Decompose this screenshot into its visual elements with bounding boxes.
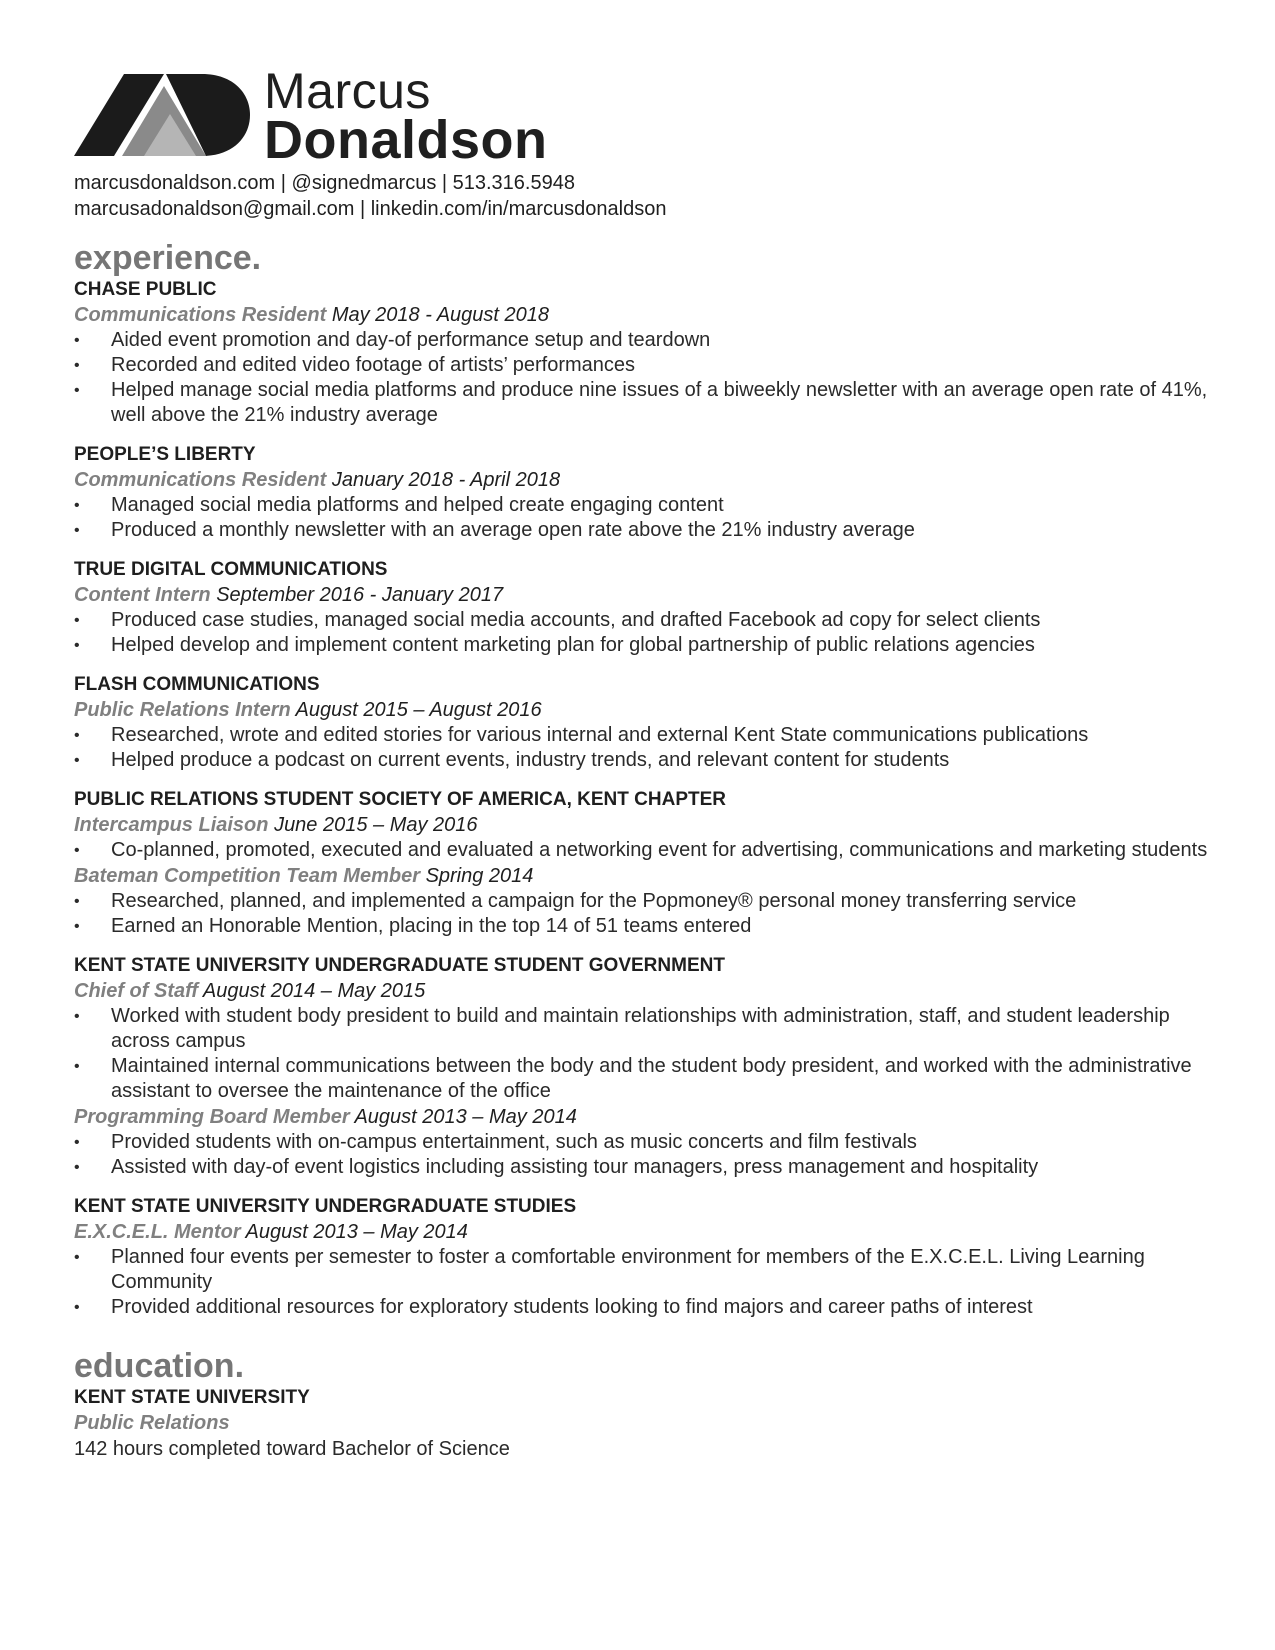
role-title: Public Relations Intern [74, 699, 291, 721]
role-dates: Spring 2014 [425, 865, 534, 887]
role-dates: August 2014 – May 2015 [202, 980, 426, 1002]
job-entry [74, 278, 1214, 428]
bullet-list [74, 608, 1214, 658]
role-dates: August 2015 – August 2016 [295, 699, 542, 721]
bullet-list [74, 1245, 1214, 1320]
bullet-list [74, 723, 1214, 773]
bullet-item: • Aided event promotion and day-of performance setup and teardown [74, 328, 1214, 353]
role-title: Communications Resident [74, 304, 327, 326]
role-dates: August 2013 – May 2014 [354, 1106, 577, 1128]
program-line [74, 1410, 1214, 1436]
bullet-item: • Produced case studies, managed social media accounts, and drafted Facebook ad copy for select clients [74, 608, 1214, 633]
program-name: Public Relations [74, 1412, 230, 1434]
bullet-list [74, 328, 1214, 428]
experience-heading: experience. [74, 239, 262, 277]
bullet-item: • Planned four events per semester to foster a comfortable environment for members of the E.X.C.E.L. Living Learning Community [74, 1245, 1214, 1295]
contact-info [74, 170, 666, 222]
role-dates: January 2018 - April 2018 [331, 469, 561, 491]
organization-name: PEOPLE’S LIBERTY [74, 444, 256, 465]
organization-name: CHASE PUBLIC [74, 279, 217, 300]
job-entry [74, 1195, 1214, 1320]
role-title: Programming Board Member [74, 1106, 350, 1128]
bullet-item: • Assisted with day-of event logistics including assisting tour managers, press management and hospitality [74, 1155, 1214, 1180]
education-entry [74, 1386, 1214, 1462]
role-line [74, 978, 1214, 1004]
role-dates: June 2015 – May 2016 [274, 814, 478, 836]
organization-name: KENT STATE UNIVERSITY UNDERGRADUATE STUDENT GOVERNMENT [74, 955, 725, 976]
organization-name: KENT STATE UNIVERSITY UNDERGRADUATE STUDIES [74, 1196, 577, 1217]
bullet-item: • Produced a monthly newsletter with an average open rate above the 21% industry average [74, 518, 1214, 543]
bullet-item: • Co-planned, promoted, executed and evaluated a networking event for advertising, communications and marketing students [74, 838, 1214, 863]
role-title: Communications Resident [74, 469, 327, 491]
job-entry [74, 558, 1214, 658]
md-monogram-logo-icon [74, 70, 250, 156]
name-block [264, 63, 548, 170]
role-title: Intercampus Liaison [74, 814, 269, 836]
degree-detail: 142 hours completed toward Bachelor of Science [74, 1438, 510, 1460]
bullet-list [74, 1130, 1214, 1180]
resume-header [74, 63, 1174, 226]
role-line [74, 812, 1214, 838]
role-title: E.X.C.E.L. Mentor [74, 1221, 241, 1243]
role-title: Chief of Staff [74, 980, 199, 1002]
role-title: Bateman Competition Team Member [74, 865, 420, 887]
bullet-item: • Helped produce a podcast on current events, industry trends, and relevant content for students [74, 748, 1214, 773]
job-entry [74, 954, 1214, 1180]
bullet-item: • Helped manage social media platforms and produce nine issues of a biweekly newsletter with an average open rate of 41%, well above the 21% industry average [74, 378, 1214, 428]
role-line [74, 1104, 1214, 1130]
resume-body [74, 238, 1214, 1462]
organization-name: TRUE DIGITAL COMMUNICATIONS [74, 559, 388, 580]
bullet-list [74, 493, 1214, 543]
role-line [74, 1219, 1214, 1245]
last-name: Donaldson [264, 110, 548, 170]
role-line [74, 582, 1214, 608]
role-line [74, 863, 1214, 889]
bullet-item: • Managed social media platforms and helped create engaging content [74, 493, 1214, 518]
role-dates: August 2013 – May 2014 [245, 1221, 468, 1243]
role-line [74, 302, 1214, 328]
education-heading: education. [74, 1347, 245, 1385]
job-entry [74, 443, 1214, 543]
role-title: Content Intern [74, 584, 211, 606]
bullet-item: • Earned an Honorable Mention, placing in the top 14 of 51 teams entered [74, 914, 1214, 939]
role-dates: September 2016 - January 2017 [216, 584, 504, 606]
bullet-item: • Provided additional resources for exploratory students looking to find majors and career paths of interest [74, 1295, 1214, 1320]
experience-list [74, 278, 1214, 1320]
bullet-item: • Researched, planned, and implemented a campaign for the Popmoney® personal money transferring service [74, 889, 1214, 914]
role-line [74, 697, 1214, 723]
first-name: Marcus [264, 63, 431, 119]
contact-line-1: marcusdonaldson.com | @signedmarcus | 513.316.5948 [74, 172, 575, 194]
contact-line-2: marcusadonaldson@gmail.com | linkedin.com/in/marcusdonaldson [74, 198, 667, 220]
job-entry [74, 673, 1214, 773]
role-line [74, 467, 1214, 493]
bullet-item: • Provided students with on-campus entertainment, such as music concerts and film festivals [74, 1130, 1214, 1155]
job-entry [74, 788, 1214, 939]
bullet-item: • Maintained internal communications between the body and the student body president, and worked with the administrative assistant to oversee the maintenance of the office [74, 1054, 1214, 1104]
role-dates: May 2018 - August 2018 [331, 304, 550, 326]
bullet-list [74, 889, 1214, 939]
bullet-list [74, 1004, 1214, 1104]
organization-name: FLASH COMMUNICATIONS [74, 674, 320, 695]
bullet-item: • Helped develop and implement content marketing plan for global partnership of public relations agencies [74, 633, 1214, 658]
bullet-list [74, 838, 1214, 863]
school-name: KENT STATE UNIVERSITY [74, 1387, 310, 1408]
bullet-item: • Worked with student body president to build and maintain relationships with administration, staff, and student leadership across campus [74, 1004, 1214, 1054]
bullet-item: • Researched, wrote and edited stories for various internal and external Kent State communications publications [74, 723, 1214, 748]
bullet-item: • Recorded and edited video footage of artists’ performances [74, 353, 1214, 378]
organization-name: PUBLIC RELATIONS STUDENT SOCIETY OF AMERICA, KENT CHAPTER [74, 789, 727, 810]
